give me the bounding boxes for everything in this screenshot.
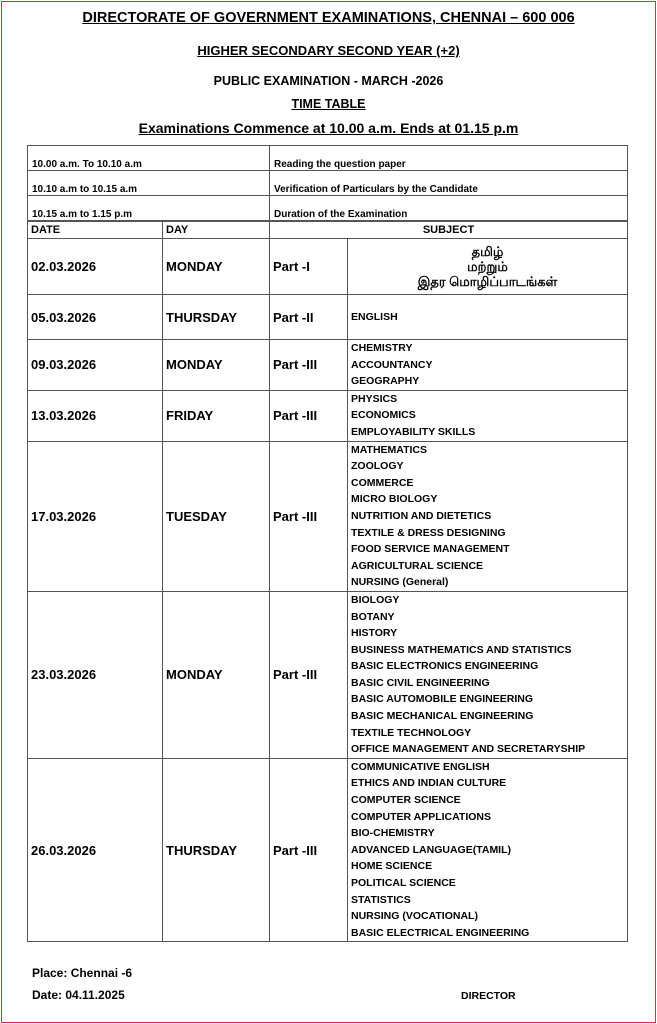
subject-item: BASIC AUTOMOBILE ENGINEERING bbox=[351, 693, 534, 706]
subject-item: மற்றும் bbox=[467, 259, 508, 274]
schedule-activity: Duration of the Examination bbox=[270, 196, 628, 221]
exam-part: Part -III bbox=[270, 340, 348, 391]
exam-day: FRIDAY bbox=[163, 390, 270, 441]
subject-item: OFFICE MANAGEMENT AND SECRETARYSHIP bbox=[351, 743, 586, 756]
subject-item: MATHEMATICS bbox=[351, 443, 428, 456]
subject-item: NURSING (VOCATIONAL) bbox=[351, 910, 478, 923]
exam-part: Part -III bbox=[270, 758, 348, 942]
exam-part: Part -I bbox=[270, 239, 348, 295]
subject-item: STATISTICS bbox=[351, 893, 411, 906]
subject-item: BASIC CIVIL ENGINEERING bbox=[351, 676, 490, 689]
schedule-row bbox=[28, 146, 628, 171]
subject-item: BOTANY bbox=[351, 610, 395, 623]
subject-item: NUTRITION AND DIETETICS bbox=[351, 509, 492, 522]
subject-item: COMMERCE bbox=[351, 476, 414, 489]
exam-row bbox=[28, 758, 628, 942]
subject-item: HOME SCIENCE bbox=[351, 860, 433, 873]
exam-date: 13.03.2026 bbox=[28, 390, 163, 441]
exam-subjects bbox=[348, 758, 628, 942]
exam-subjects bbox=[348, 239, 628, 295]
subject-item: BASIC ELECTRONICS ENGINEERING bbox=[351, 660, 539, 673]
exam-day: MONDAY bbox=[163, 239, 270, 295]
class-title: HIGHER SECONDARY SECOND YEAR (+2) bbox=[197, 43, 460, 58]
schedule-time: 10.15 a.m to 1.15 p.m bbox=[28, 196, 270, 221]
exam-day: MONDAY bbox=[163, 591, 270, 758]
date-column-header: DATE bbox=[28, 222, 163, 239]
subject-item: COMPUTER APPLICATIONS bbox=[351, 810, 492, 823]
subject-column-header: SUBJECT bbox=[270, 222, 628, 239]
subject-item: MICRO BIOLOGY bbox=[351, 493, 438, 506]
directorate-title: DIRECTORATE OF GOVERNMENT EXAMINATIONS, CHENNAI – 600 006 bbox=[82, 10, 575, 26]
subject-item: FOOD SERVICE MANAGEMENT bbox=[351, 543, 510, 556]
schedule-row bbox=[28, 196, 628, 221]
timetable-body bbox=[28, 239, 628, 942]
exam-day: MONDAY bbox=[163, 340, 270, 391]
schedule-activity: Verification of Particulars by the Candidate bbox=[270, 171, 628, 196]
subject-item: COMPUTER SCIENCE bbox=[351, 794, 461, 807]
exam-day: TUESDAY bbox=[163, 441, 270, 591]
subject-item: தமிழ் bbox=[471, 244, 504, 259]
exam-row bbox=[28, 340, 628, 391]
exam-part: Part -III bbox=[270, 441, 348, 591]
subject-item: TEXTILE TECHNOLOGY bbox=[351, 726, 472, 739]
subject-item: AGRICULTURAL SCIENCE bbox=[351, 559, 484, 572]
exam-day: THURSDAY bbox=[163, 758, 270, 942]
subject-item: ETHICS AND INDIAN CULTURE bbox=[351, 777, 507, 790]
subject-item: ECONOMICS bbox=[351, 409, 416, 422]
exam-subjects bbox=[348, 390, 628, 441]
day-column-header: DAY bbox=[163, 222, 270, 239]
exam-row bbox=[28, 441, 628, 591]
subject-item: ENGLISH bbox=[351, 310, 398, 323]
exam-part: Part -III bbox=[270, 390, 348, 441]
exam-row bbox=[28, 591, 628, 758]
signatory-label: DIRECTOR bbox=[461, 990, 516, 1002]
subject-item: BIOLOGY bbox=[351, 593, 400, 606]
subject-item: COMMUNICATIVE ENGLISH bbox=[351, 760, 490, 773]
subject-item: CHEMISTRY bbox=[351, 342, 413, 354]
document-title: TIME TABLE bbox=[291, 97, 366, 111]
exam-row bbox=[28, 239, 628, 295]
subject-item: ZOOLOGY bbox=[351, 460, 404, 473]
subject-item: BASIC ELECTRICAL ENGINEERING bbox=[351, 926, 530, 939]
subject-item: ADVANCED LANGUAGE(TAMIL) bbox=[351, 843, 512, 856]
exam-timetable bbox=[27, 221, 628, 942]
subject-item: BIO-CHEMISTRY bbox=[351, 827, 435, 840]
session-schedule-table bbox=[27, 145, 628, 221]
exam-subjects bbox=[348, 441, 628, 591]
subject-item: ACCOUNTANCY bbox=[351, 358, 433, 371]
schedule-row bbox=[28, 171, 628, 196]
exam-date: 09.03.2026 bbox=[28, 340, 163, 391]
exam-date: 23.03.2026 bbox=[28, 591, 163, 758]
exam-row bbox=[28, 390, 628, 441]
subject-item: GEOGRAPHY bbox=[351, 375, 420, 388]
subject-item: HISTORY bbox=[351, 627, 398, 640]
date-label: Date: 04.11.2025 bbox=[32, 988, 125, 1002]
exam-date: 17.03.2026 bbox=[28, 441, 163, 591]
subject-item: BASIC MECHANICAL ENGINEERING bbox=[351, 710, 534, 723]
schedule-time: 10.00 a.m. To 10.10 a.m bbox=[28, 146, 270, 171]
subject-item: இதர மொழிப்பாடங்கள் bbox=[417, 274, 558, 289]
place-label: Place: Chennai -6 bbox=[32, 966, 133, 980]
timing-note: Examinations Commence at 10.00 a.m. Ends at 01.15 p.m bbox=[138, 120, 519, 136]
exam-date: 05.03.2026 bbox=[28, 295, 163, 340]
timetable-header-row bbox=[28, 222, 628, 239]
exam-date: 26.03.2026 bbox=[28, 758, 163, 942]
exam-subjects bbox=[348, 340, 628, 391]
subject-item: TEXTILE & DRESS DESIGNING bbox=[351, 526, 506, 539]
subject-item: NURSING (General) bbox=[351, 576, 449, 589]
exam-subjects bbox=[348, 591, 628, 758]
exam-day: THURSDAY bbox=[163, 295, 270, 340]
exam-part: Part -III bbox=[270, 591, 348, 758]
exam-title: PUBLIC EXAMINATION - MARCH -2026 bbox=[213, 74, 444, 88]
schedule-time: 10.10 a.m to 10.15 a.m bbox=[28, 171, 270, 196]
subject-item: PHYSICS bbox=[351, 392, 398, 405]
exam-part: Part -II bbox=[270, 295, 348, 340]
exam-subjects bbox=[348, 295, 628, 340]
exam-date: 02.03.2026 bbox=[28, 239, 163, 295]
subject-item: POLITICAL SCIENCE bbox=[351, 877, 456, 889]
subject-item: BUSINESS MATHEMATICS AND STATISTICS bbox=[351, 643, 572, 656]
subject-item: EMPLOYABILITY SKILLS bbox=[351, 425, 476, 438]
schedule-activity: Reading the question paper bbox=[270, 146, 628, 171]
exam-row bbox=[28, 295, 628, 340]
